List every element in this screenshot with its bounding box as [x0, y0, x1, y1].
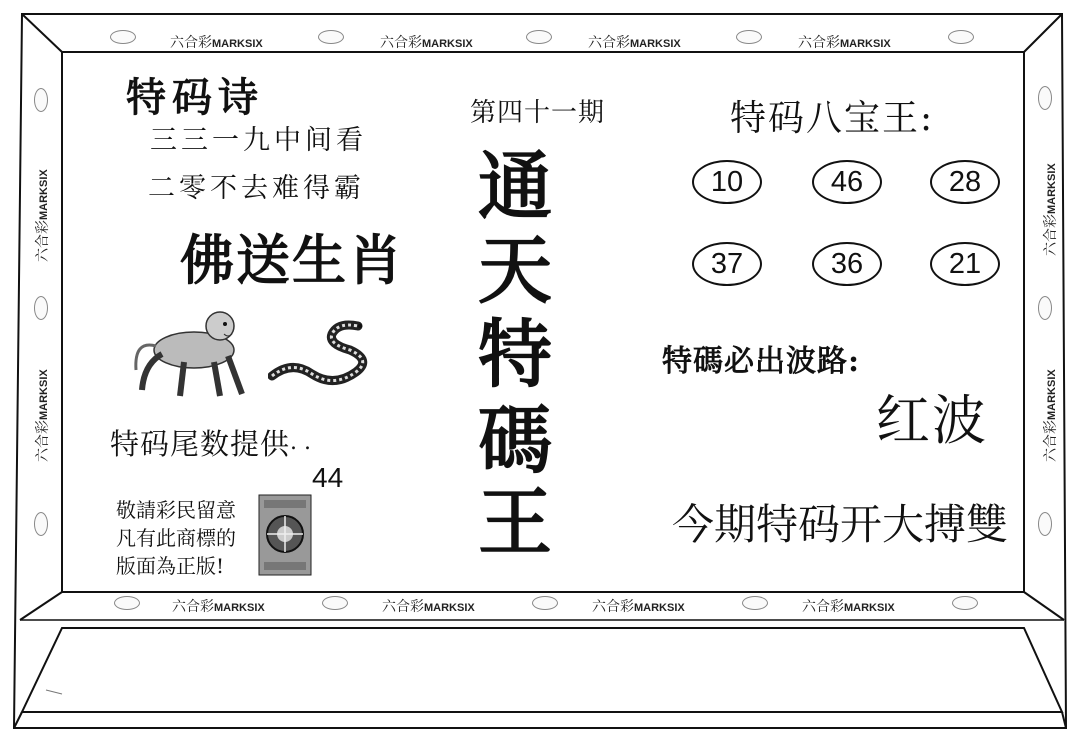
- watermark-bottom-3: 六合彩MARKSIX: [592, 599, 685, 615]
- notice-line-3: 版面為正版!: [116, 554, 225, 578]
- big-title-char-5: 王: [478, 480, 552, 566]
- zodiac-gift-title: 佛送生肖: [180, 228, 404, 292]
- watermark-right-1: 六合彩MARKSIX: [1043, 163, 1059, 256]
- ring-decoration: [318, 30, 344, 44]
- eight-treasure-title: 特码八宝王:: [730, 98, 935, 139]
- ring-decoration: [952, 596, 978, 610]
- ring-decoration: [948, 30, 974, 44]
- watermark-top-4: 六合彩MARKSIX: [798, 35, 891, 51]
- poem-line-1: 三三一九中间看: [150, 125, 367, 156]
- wave-value: 红波: [876, 389, 988, 452]
- watermark-bottom-4: 六合彩MARKSIX: [802, 599, 895, 615]
- wave-label: 特碼必出波路:: [662, 344, 861, 379]
- ring-decoration: [742, 596, 768, 610]
- bottom-phrase: 今期特码开大搏雙: [672, 500, 1009, 549]
- ring-decoration: [1038, 512, 1052, 536]
- trademark-stamp-icon: [258, 494, 312, 576]
- tail-label: 特码尾数提供: [110, 427, 291, 461]
- number-ball-5: 36: [812, 242, 882, 286]
- watermark-left-1: 六合彩MARKSIX: [35, 169, 51, 262]
- ring-decoration: [526, 30, 552, 44]
- number-ball-4: 37: [692, 242, 762, 286]
- ring-decoration: [114, 596, 140, 610]
- number-ball-1: 10: [692, 160, 762, 204]
- number-ball-6: 21: [930, 242, 1000, 286]
- watermark-top-3: 六合彩MARKSIX: [588, 35, 681, 51]
- ring-decoration: [1038, 86, 1052, 110]
- ring-decoration: [322, 596, 348, 610]
- watermark-bottom-2: 六合彩MARKSIX: [382, 599, 475, 615]
- snake-icon: [268, 318, 380, 388]
- ring-decoration: [736, 30, 762, 44]
- big-title-char-3: 特: [478, 312, 552, 398]
- tail-dots: . .: [290, 430, 311, 455]
- watermark-top-2: 六合彩MARKSIX: [380, 35, 473, 51]
- notice-line-2: 凡有此商標的: [116, 526, 236, 550]
- issue-number: 第四十一期: [470, 98, 606, 128]
- big-title-char-2: 天: [478, 228, 552, 314]
- ring-decoration: [1038, 296, 1052, 320]
- watermark-top-1: 六合彩MARKSIX: [170, 35, 263, 51]
- watermark-left-2: 六合彩MARKSIX: [35, 369, 51, 462]
- big-title-char-1: 通: [478, 144, 552, 230]
- notice-line-1: 敬請彩民留意: [116, 498, 236, 522]
- tail-value: 44: [312, 462, 344, 493]
- ring-decoration: [34, 296, 48, 320]
- watermark-right-2: 六合彩MARKSIX: [1043, 369, 1059, 462]
- poem-line-2: 二零不去难得霸: [148, 173, 365, 204]
- big-title-char-4: 碼: [478, 398, 552, 484]
- ring-decoration: [532, 596, 558, 610]
- number-ball-3: 28: [930, 160, 1000, 204]
- monkey-icon: [128, 304, 258, 402]
- ring-decoration: [34, 512, 48, 536]
- watermark-bottom-1: 六合彩MARKSIX: [172, 599, 265, 615]
- poem-title: 特码诗: [126, 74, 264, 121]
- ring-decoration: [110, 30, 136, 44]
- ring-decoration: [34, 88, 48, 112]
- trademark-notice: [116, 496, 236, 580]
- number-ball-2: 46: [812, 160, 882, 204]
